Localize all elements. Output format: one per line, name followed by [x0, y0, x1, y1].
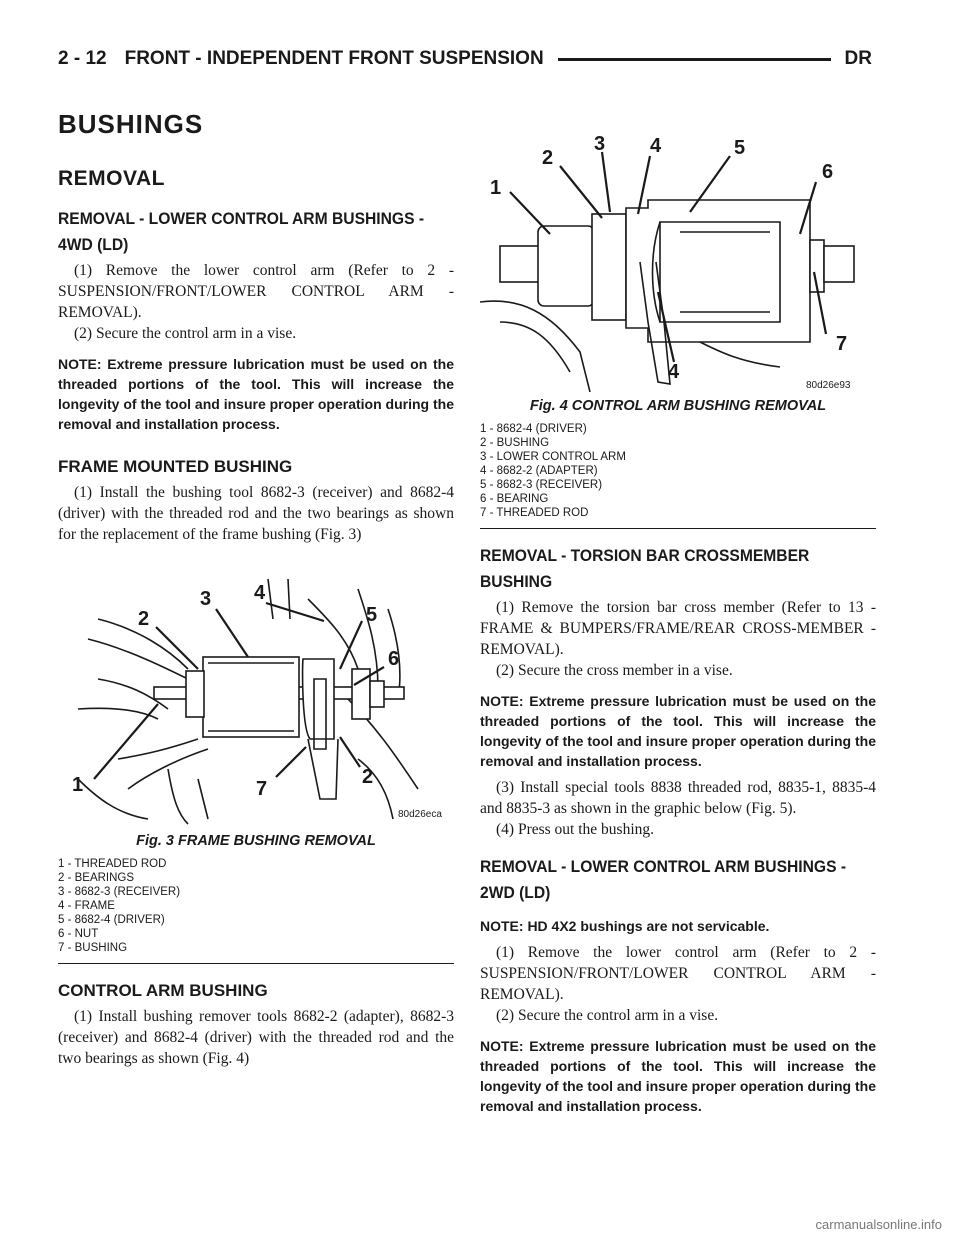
paragraph: (1) Remove the lower control arm (Refer to 2 - SUSPENSION/FRONT/LOWER CONTROL ARM - REMOVAL). [58, 262, 454, 321]
legend-item: 6 - BEARING [480, 493, 549, 505]
callout-label: 4 [254, 582, 266, 604]
section-title: FRONT - INDEPENDENT FRONT SUSPENSION [124, 48, 544, 69]
left-column [58, 108, 454, 1069]
legend-item: 7 - BUSHING [58, 942, 128, 954]
note: NOTE: Extreme pressure lubrication must be used on the threaded portions of the tool. This will increase the longevity of the tool and insure proper operation during the removal and installation process. [480, 1038, 876, 1114]
note: NOTE: Extreme pressure lubrication must be used on the threaded portions of the tool. This will increase the longevity of the tool and insure proper operation during the removal and installation process. [480, 693, 876, 769]
figure-divider [480, 528, 876, 529]
page-title: BUSHINGS [58, 109, 204, 139]
callout-label: 1 [490, 177, 502, 199]
callout-label: 6 [388, 648, 400, 670]
model-code: DR [844, 48, 872, 69]
right-column [480, 122, 876, 1122]
frame-bushing-illustration [58, 559, 454, 827]
callout-label: 1 [72, 774, 84, 796]
paragraph: (2) Secure the cross member in a vise. [496, 662, 733, 679]
paragraph: (1) Remove the lower control arm (Refer to 2 - SUSPENSION/FRONT/LOWER CONTROL ARM - REMOVAL). [480, 944, 876, 1003]
callout-label: 2 [138, 608, 150, 630]
section-heading-lca-4wd: REMOVAL - LOWER CONTROL ARM BUSHINGS - 4WD (LD) [58, 209, 425, 254]
figure-caption: Fig. 4 CONTROL ARM BUSHING REMOVAL [529, 398, 827, 414]
legend-item: 3 - LOWER CONTROL ARM [480, 451, 626, 463]
legend-item: 5 - 8682-4 (DRIVER) [58, 914, 165, 926]
callout-label: 4 [650, 135, 662, 157]
legend-item: 2 - BUSHING [480, 437, 550, 449]
paragraph: (4) Press out the bushing. [496, 821, 655, 838]
figure-divider [58, 963, 454, 964]
callout-label: 7 [836, 333, 848, 355]
paragraph: (1) Install the bushing tool 8682-3 (receiver) and 8682-4 (driver) with the threaded rod and the two bearings as shown for the replacement of the frame bushing (Fig. 3) [58, 484, 454, 543]
legend-item: 2 - BEARINGS [58, 872, 135, 884]
figure-legend [480, 422, 876, 520]
section-heading-torsion-bar: REMOVAL - TORSION BAR CROSSMEMBER BUSHING [480, 546, 810, 591]
paragraph: (3) Install special tools 8838 threaded rod, 8835-1, 8835-4 and 8835-3 as shown in the graphic below (Fig. 5). [480, 779, 876, 817]
callout-label: 2 [362, 766, 374, 788]
figure-code: 80d26e93 [806, 380, 851, 391]
legend-item: 4 - 8682-2 (ADAPTER) [480, 465, 598, 477]
note: NOTE: HD 4X2 bushings are not servicable. [480, 918, 770, 934]
paragraph: (1) Remove the torsion bar cross member (Refer to 13 - FRAME & BUMPERS/FRAME/REAR CROSS-MEMBER - REMOVAL). [480, 599, 876, 658]
removal-heading: REMOVAL [58, 167, 165, 190]
figure-legend [58, 857, 454, 955]
legend-item: 1 - 8682-4 (DRIVER) [480, 423, 587, 435]
page-number: 2 - 12 [58, 48, 107, 69]
paragraph: (2) Secure the control arm in a vise. [74, 325, 297, 342]
figure-code: 80d26eca [398, 809, 442, 820]
section-heading-lca-2wd: REMOVAL - LOWER CONTROL ARM BUSHINGS - 2WD (LD) [480, 857, 847, 902]
legend-item: 5 - 8682-3 (RECEIVER) [480, 479, 603, 491]
paragraph: (1) Install bushing remover tools 8682-2 (adapter), 8682-3 (receiver) and 8682-4 (driver) with the threaded rod and the two bearings as shown (Fig. 4) [58, 1008, 454, 1067]
callout-label: 2 [542, 147, 554, 169]
legend-item: 7 - THREADED ROD [480, 507, 589, 519]
callout-label: 7 [256, 778, 268, 800]
page-header [58, 44, 872, 74]
figure-4 [480, 122, 876, 529]
callout-label: 5 [734, 137, 746, 159]
legend-item: 1 - THREADED ROD [58, 858, 167, 870]
callout-label: 3 [200, 588, 212, 610]
callout-label: 3 [594, 133, 606, 155]
legend-item: 6 - NUT [58, 928, 99, 940]
figure-caption: Fig. 3 FRAME BUSHING REMOVAL [136, 833, 376, 849]
watermark: carmanualsonline.info [815, 1217, 942, 1232]
section-heading-control-arm-bushing: CONTROL ARM BUSHING [58, 981, 268, 1000]
callout-label: 6 [822, 161, 834, 183]
figure-3 [58, 559, 454, 964]
callout-label: 4 [668, 361, 680, 383]
section-heading-frame-bushing: FRAME MOUNTED BUSHING [58, 457, 293, 476]
header-rule [558, 58, 831, 61]
legend-item: 3 - 8682-3 (RECEIVER) [58, 886, 181, 898]
paragraph: (2) Secure the control arm in a vise. [496, 1007, 719, 1024]
legend-item: 4 - FRAME [58, 900, 115, 912]
control-arm-bushing-illustration [480, 122, 876, 392]
callout-label: 5 [366, 604, 378, 626]
note: NOTE: Extreme pressure lubrication must be used on the threaded portions of the tool. This will increase the longevity of the tool and insure proper operation during the removal and installation process. [58, 356, 454, 432]
